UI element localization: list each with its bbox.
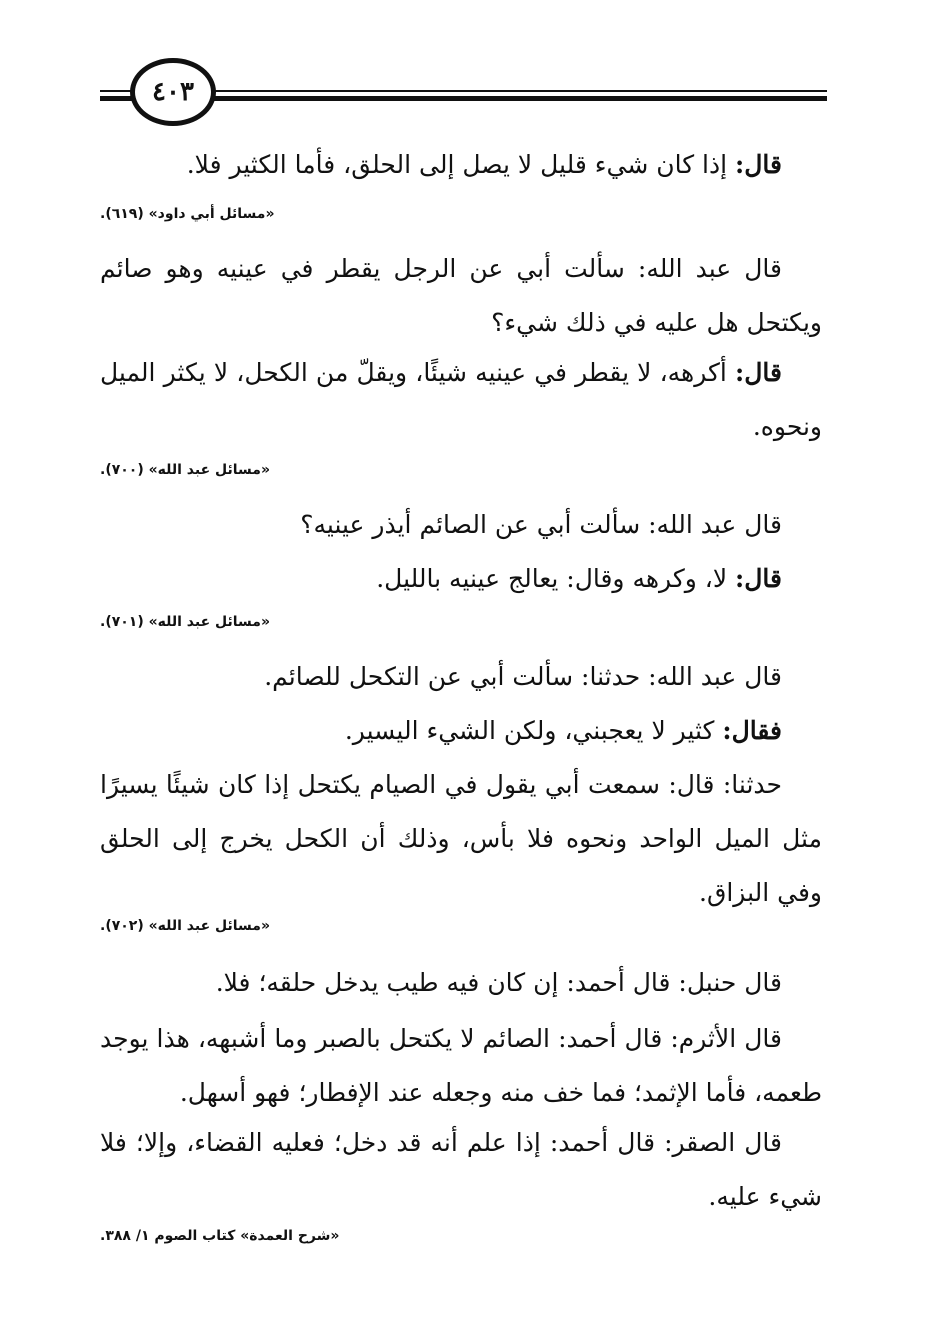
- paragraph-text: كثير لا يعجبني، ولكن الشيء اليسير.: [344, 716, 723, 745]
- reference-citation: «مسائل عبد الله» (٧٠٠).: [100, 462, 271, 478]
- paragraph-text: أكرهه، لا يقطر في عينيه شيئًا، ويقلّ من الكحل، لا يكثر الميل ونحوه.: [100, 358, 822, 441]
- paragraph-text: قال حنبل: قال أحمد: إن كان فيه طيب يدخل حلقه؛ فلا.: [215, 968, 782, 997]
- paragraph-question-2: [100, 498, 822, 552]
- speaker-label: فقال:: [722, 716, 782, 745]
- paragraph-text: قال الصقر: قال أحمد: إذا علم أنه قد دخل؛ فعليه القضاء، وإلا؛ فلا شيء عليه.: [100, 1128, 822, 1211]
- paragraph-hanbal: [100, 956, 822, 1010]
- reference-citation: «شرح العمدة» كتاب الصوم ١/ ٣٨٨.: [100, 1228, 340, 1244]
- paragraph-text: إذا كان شيء قليل لا يصل إلى الحلق، فأما الكثير فلا.: [186, 150, 736, 179]
- paragraph-answer-1: [100, 346, 822, 454]
- reference-citation: «مسائل أبي داود» (٦١٩).: [100, 206, 275, 222]
- paragraph-text: قال الأثرم: قال أحمد: الصائم لا يكتحل بالصبر وما أشبهه، هذا يوجد طعمه، فأما الإثمد؛ فما خف منه وجعله عند الإفطار؛ فهو أسهل.: [100, 1024, 822, 1107]
- speaker-label: قال:: [735, 564, 782, 593]
- paragraph-answer-2: [100, 552, 822, 606]
- page-number: ٤٠٣: [130, 58, 216, 126]
- paragraph-question-3: [100, 650, 822, 704]
- speaker-label: قال:: [735, 358, 782, 387]
- paragraph-athram: [100, 1012, 822, 1120]
- paragraph-answer-3: [100, 704, 822, 758]
- paragraph-question-1: [100, 242, 822, 350]
- paragraph-saqr: [100, 1116, 822, 1224]
- reference-citation: «مسائل عبد الله» (٧٠١).: [100, 614, 271, 630]
- paragraph-text: قال عبد الله: حدثنا: سألت أبي عن التكحل للصائم.: [264, 662, 782, 691]
- paragraph-qal-1: [100, 138, 822, 192]
- paragraph-narration: [100, 758, 822, 920]
- paragraph-text: قال عبد الله: سألت أبي عن الرجل يقطر في عينيه وهو صائم ويكتحل هل عليه في ذلك شيء؟: [100, 254, 822, 337]
- speaker-label: قال:: [735, 150, 782, 179]
- paragraph-text: لا، وكرهه وقال: يعالج عينيه بالليل.: [376, 564, 736, 593]
- reference-citation: «مسائل عبد الله» (٧٠٢).: [100, 918, 271, 934]
- paragraph-text: قال عبد الله: سألت أبي عن الصائم أيذر عينيه؟: [300, 510, 782, 539]
- paragraph-text: حدثنا: قال: سمعت أبي يقول في الصيام يكتحل إذا كان شيئًا يسيرًا مثل الميل الواحد ونحوه فلا بأس، وذلك أن الكحل يخرج إلى الحلق وفي البزاق.: [100, 770, 822, 907]
